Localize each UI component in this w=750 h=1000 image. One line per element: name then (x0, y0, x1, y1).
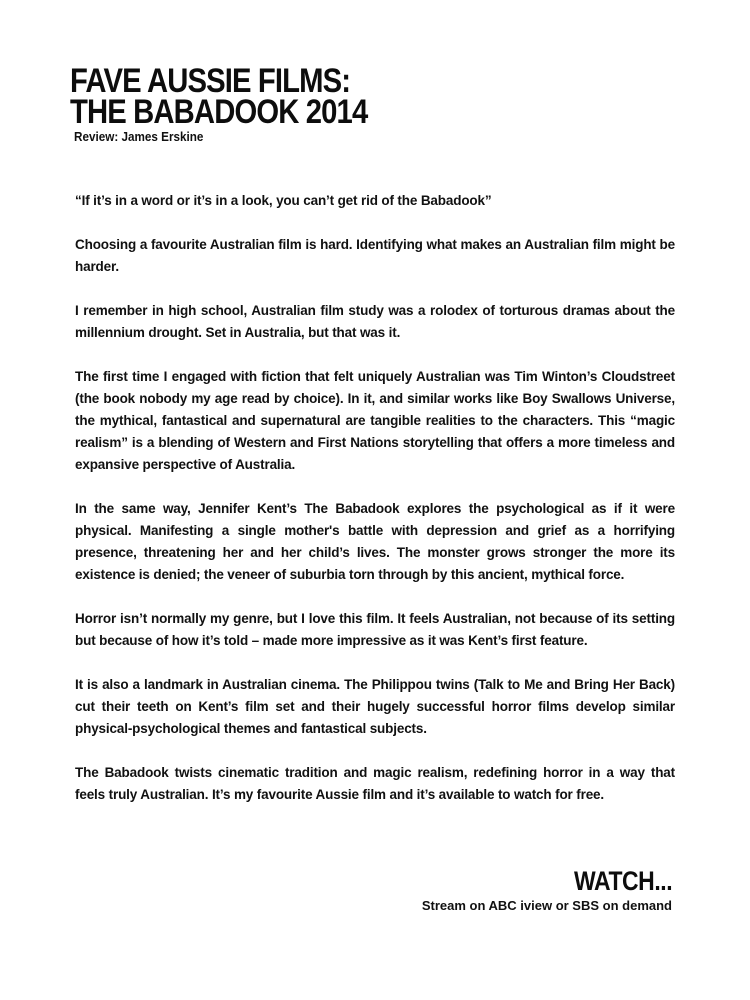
paragraph: It is also a landmark in Australian cinema. The Philippou twins (Talk to Me and Bring Her Back) cut their teeth on Kent’s film set and their hugely successful horror films develop similar physical-psychological themes and fantastical subjects. (75, 677, 675, 736)
page-title (70, 62, 368, 131)
paragraph: The Babadook twists cinematic tradition and magic realism, redefining horror in a way that feels truly Australian. It’s my favourite Aussie film and it’s available to watch for free. (75, 765, 675, 802)
paragraph: The first time I engaged with fiction that felt uniquely Australian was Tim Winton’s Cloudstreet (the book nobody my age read by choice). In it, and similar works like Boy Swallows Universe, the mythical, fantastical and supernatural are tangible realities to the characters. This “magic realism” is a blending of Western and First Nations storytelling that offers a more timeless and expansive perspective of Australia. (75, 369, 675, 472)
paragraph: In the same way, Jennifer Kent’s The Babadook explores the psychological as if it were physical. Manifesting a single mother's battle with depression and grief as a horrifying presence, threatening her and her child’s lives. The monster grows stronger the more its existence is denied; the veneer of suburbia torn through by this ancient, mythical force. (75, 501, 675, 582)
paragraph-quote: “If it’s in a word or it’s in a look, you can’t get rid of the Babadook” (75, 193, 492, 208)
article-body (75, 190, 675, 828)
article-header (70, 62, 416, 144)
watch-heading: WATCH... (573, 866, 672, 896)
paragraph: Horror isn’t normally my genre, but I love this film. It feels Australian, not because of its setting but because of how it’s told – made more impressive as it was Kent’s first feature. (75, 611, 675, 648)
review-byline: Review: James Erskine (74, 129, 204, 144)
paragraph: I remember in high school, Australian film study was a rolodex of torturous dramas about the millennium drought. Set in Australia, but that was it. (75, 303, 675, 340)
watch-section (422, 866, 672, 915)
paragraph: Choosing a favourite Australian film is hard. Identifying what makes an Australian film might be harder. (75, 237, 675, 274)
title-line-1: FAVE AUSSIE FILMS: (70, 62, 351, 100)
title-line-2: THE BABADOOK 2014 (70, 93, 368, 131)
watch-streaming-info: Stream on ABC iview or SBS on demand (421, 898, 672, 913)
